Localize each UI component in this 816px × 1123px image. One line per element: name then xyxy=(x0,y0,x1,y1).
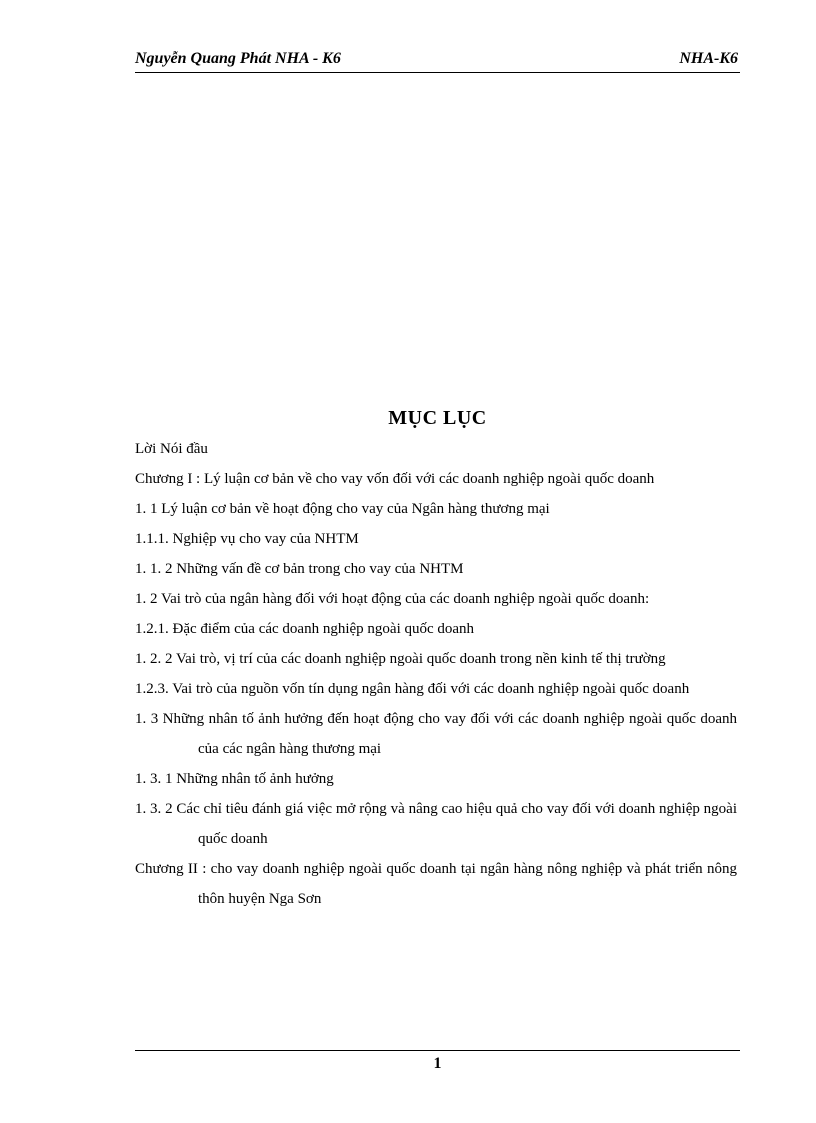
page-header xyxy=(135,50,740,73)
toc-entry: 1. 3. 1 Những nhân tố ảnh hưởng xyxy=(135,771,334,787)
toc-entry: 1. 1. 2 Những vấn đề cơ bản trong cho vay của NHTM xyxy=(135,561,464,577)
footer-divider xyxy=(135,1050,740,1051)
toc-entry: 1.2.1. Đặc điểm của các doanh nghiệp ngoài quốc doanh xyxy=(135,621,475,637)
toc-entry: 1. 3. 2 Các chỉ tiêu đánh giá việc mở rộng và nâng cao hiệu quả cho vay đối với doanh nghiệp ngoài quốc doanh xyxy=(135,801,737,847)
header-author: Nguyễn Quang Phát NHA - K6 xyxy=(135,50,341,67)
toc-entry: 1. 2. 2 Vai trò, vị trí của các doanh nghiệp ngoài quốc doanh trong nền kinh tế thị trường xyxy=(135,651,666,667)
toc-entry: 1.1.1. Nghiệp vụ cho vay của NHTM xyxy=(135,531,359,547)
toc-title: MỤC LỤC xyxy=(388,407,487,429)
toc-entry: 1. 1 Lý luận cơ bản về hoạt động cho vay của Ngân hàng thương mại xyxy=(135,501,550,517)
toc-entry: 1. 2 Vai trò của ngân hàng đối với hoạt động của các doanh nghiệp ngoài quốc doanh: xyxy=(135,591,650,607)
page-number: 1 xyxy=(433,1055,442,1072)
table-of-contents xyxy=(135,434,737,914)
toc-entry: 1. 3 Những nhân tố ảnh hưởng đến hoạt động cho vay đối với các doanh nghiệp ngoài quốc doanh của các ngân hàng thương mại xyxy=(135,711,737,757)
header-class-code: NHA-K6 xyxy=(679,50,738,67)
toc-entry: 1.2.3. Vai trò của nguồn vốn tín dụng ngân hàng đối với các doanh nghiệp ngoài quốc doanh xyxy=(135,681,690,697)
toc-entry: Chương II : cho vay doanh nghiệp ngoài quốc doanh tại ngân hàng nông nghiệp và phát triển nông thôn huyện Nga Sơn xyxy=(135,861,737,907)
toc-entry: Lời Nói đầu xyxy=(135,441,208,457)
toc-entry: Chương I : Lý luận cơ bản về cho vay vốn đối với các doanh nghiệp ngoài quốc doanh xyxy=(135,471,655,487)
